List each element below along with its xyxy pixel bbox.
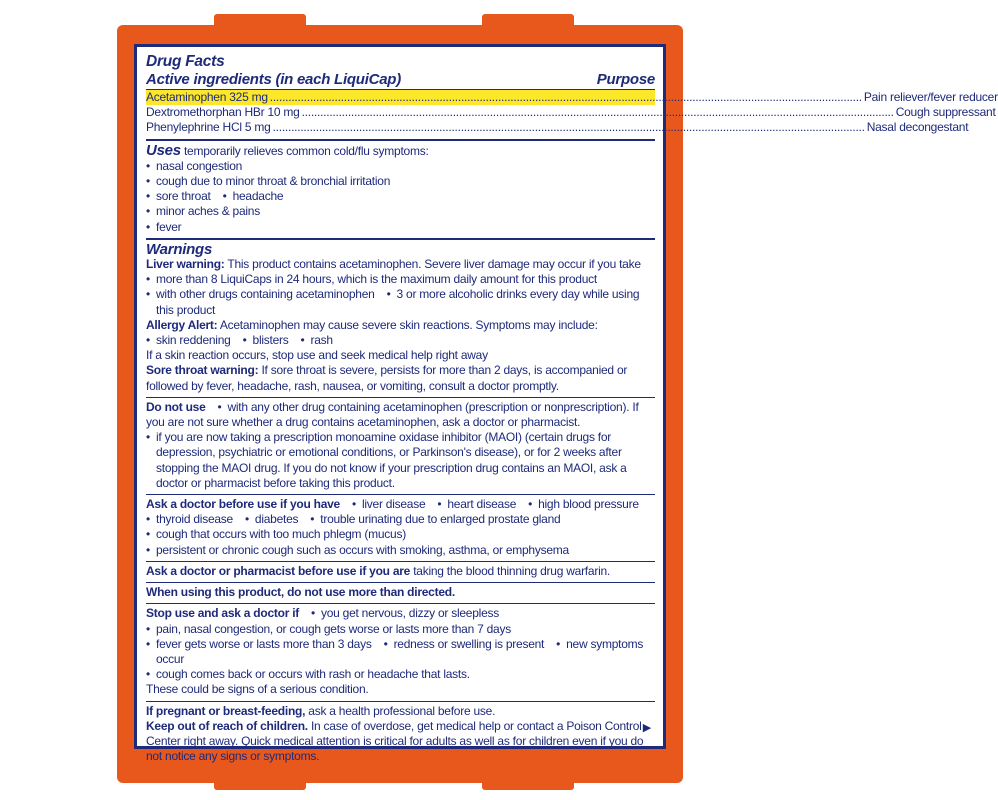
ingredient-purpose: Pain reliever/fever reducer bbox=[863, 90, 998, 104]
sore-throat-text: If sore throat is severe, persists for more than 2 days, is accompanied or followed by fever, headache, rash, nausea, or vomiting, consult a doctor promptly. bbox=[146, 363, 628, 393]
purpose-header: Purpose bbox=[596, 71, 655, 88]
stop-use-item: fever gets worse or lasts more than 3 days bbox=[156, 636, 372, 651]
liver-warning-label: Liver warning: bbox=[146, 257, 225, 272]
ingredient-name: Dextromethorphan HBr 10 mg bbox=[146, 105, 300, 120]
stop-use-item: • new symptoms occur bbox=[156, 637, 643, 666]
ingredient-purpose: Nasal decongestant bbox=[866, 120, 969, 135]
allergy-after: If a skin reaction occurs, stop use and seek medical help right away bbox=[146, 348, 488, 363]
uses-item: • cough due to minor throat & bronchial irritation bbox=[146, 174, 655, 189]
allergy-item: • rash bbox=[289, 333, 333, 347]
leader-dots bbox=[273, 120, 865, 135]
warnings-section bbox=[146, 240, 655, 398]
keep-out-line bbox=[146, 719, 655, 765]
liver-item-row bbox=[146, 287, 655, 317]
warnings-title: Warnings bbox=[146, 240, 213, 258]
liver-item: • more than 8 LiquiCaps in 24 hours, which is the maximum daily amount for this product bbox=[146, 272, 655, 287]
active-ingredients-header: Active ingredients (in each LiquiCap) bbox=[146, 71, 401, 88]
ingredient-row bbox=[146, 90, 998, 105]
liver-warning bbox=[146, 257, 655, 272]
keep-out-text: In case of overdose, get medical help or contact a Poison Control Center right away. Quick medical attention is critical for adults as well as for children even if you do not notice any signs or symptoms. bbox=[146, 718, 644, 764]
uses-title: Uses bbox=[146, 141, 181, 159]
pregnant-line bbox=[146, 704, 655, 719]
allergy-item-row bbox=[146, 333, 655, 348]
liver-item: with other drugs containing acetaminophen bbox=[156, 287, 375, 302]
stop-use-item: • pain, nasal congestion, or cough gets worse or lasts more than 7 days bbox=[146, 622, 655, 637]
drug-facts-section bbox=[146, 51, 998, 141]
stop-use-item: • you get nervous, dizzy or sleepless bbox=[299, 606, 499, 620]
liver-item: • 3 or more alcoholic drinks every day while using this product bbox=[156, 287, 639, 316]
stop-use-line bbox=[146, 606, 655, 621]
pregnancy-keep-out-section bbox=[146, 702, 655, 768]
sore-throat-warning bbox=[146, 363, 655, 393]
ingredient-name: Phenylephrine HCl 5 mg bbox=[146, 120, 271, 135]
uses-item: • nasal congestion bbox=[146, 159, 655, 174]
ask-doctor-item: • heart disease bbox=[425, 497, 516, 511]
ask-doctor-label: Ask a doctor before use if you have bbox=[146, 497, 340, 512]
ingredient-row bbox=[146, 120, 969, 135]
when-using-section bbox=[146, 583, 655, 604]
drug-facts-panel bbox=[134, 44, 998, 764]
do-not-use-line bbox=[146, 400, 655, 430]
ingredient-name: Acetaminophen 325 mg bbox=[146, 90, 268, 104]
do-not-use-label: Do not use bbox=[146, 399, 206, 414]
allergy-alert bbox=[146, 318, 655, 333]
pregnant-text: ask a health professional before use. bbox=[308, 703, 496, 718]
keep-out-label: Keep out of reach of children. bbox=[146, 718, 308, 733]
stop-use-section bbox=[146, 604, 655, 701]
do-not-use-item: • with any other drug containing acetaminophen (prescription or nonprescription). If you are not sure whether a drug contains acetaminophen, ask a doctor or pharmacist. bbox=[146, 400, 639, 429]
ingredient-purpose: Cough suppressant bbox=[895, 105, 996, 120]
sore-throat-label: Sore throat warning: bbox=[146, 363, 259, 378]
liver-warning-text: This product contains acetaminophen. Severe liver damage may occur if you take bbox=[227, 257, 641, 272]
allergy-item: • blisters bbox=[231, 333, 289, 347]
ask-pharmacist-label: Ask a doctor or pharmacist before use if you are bbox=[146, 563, 411, 578]
ask-doctor-section bbox=[146, 495, 655, 562]
uses-item: • headache bbox=[211, 189, 284, 203]
ask-pharmacist-text: taking the blood thinning drug warfarin. bbox=[413, 563, 610, 578]
stop-use-item-row bbox=[146, 637, 655, 667]
ask-doctor-item: • cough that occurs with too much phlegm (mucus) bbox=[146, 527, 655, 542]
ask-doctor-item: • trouble urinating due to enlarged prostate gland bbox=[298, 512, 560, 526]
stop-use-item: • cough comes back or occurs with rash or headache that lasts. bbox=[146, 667, 655, 682]
package-tab-bottom-right bbox=[482, 780, 574, 790]
ask-doctor-item: thyroid disease bbox=[156, 512, 233, 527]
ask-doctor-item: • diabetes bbox=[233, 512, 298, 526]
allergy-item: skin reddening bbox=[156, 333, 231, 348]
uses-item: sore throat bbox=[156, 189, 211, 204]
uses-item: • fever bbox=[146, 220, 655, 235]
leader-dots bbox=[302, 105, 894, 120]
ask-pharmacist-section bbox=[146, 562, 655, 583]
ingredient-row bbox=[146, 105, 996, 120]
stop-use-label: Stop use and ask a doctor if bbox=[146, 606, 300, 621]
uses-section bbox=[146, 141, 655, 240]
allergy-alert-text: Acetaminophen may cause severe skin reactions. Symptoms may include: bbox=[219, 317, 598, 332]
uses-intro-line bbox=[146, 143, 655, 159]
uses-item: • minor aches & pains bbox=[146, 204, 655, 219]
do-not-use-section bbox=[146, 398, 655, 495]
package-tab-top-right bbox=[482, 14, 574, 28]
package-tab-top-left bbox=[214, 14, 306, 28]
ask-doctor-item: • persistent or chronic cough such as occurs with smoking, asthma, or emphysema bbox=[146, 543, 655, 558]
uses-intro: temporarily relieves common cold/flu symptoms: bbox=[183, 143, 429, 158]
uses-item-row bbox=[146, 189, 655, 204]
ask-doctor-item: • high blood pressure bbox=[516, 497, 639, 511]
ask-doctor-line bbox=[146, 497, 655, 512]
when-using-label: When using this product, do not use more than directed. bbox=[146, 585, 455, 600]
continue-arrow-icon: ▶ bbox=[642, 721, 651, 734]
leader-dots bbox=[270, 90, 862, 105]
ingredients-header bbox=[146, 71, 655, 90]
ask-doctor-item: • liver disease bbox=[340, 497, 425, 511]
drug-facts-title: Drug Facts bbox=[146, 53, 225, 70]
package-tab-bottom-left bbox=[214, 780, 306, 790]
stop-use-after: These could be signs of a serious condition. bbox=[146, 682, 369, 697]
stop-use-item: • redness or swelling is present bbox=[372, 637, 545, 651]
pregnant-label: If pregnant or breast-feeding, bbox=[146, 703, 306, 718]
do-not-use-item: • if you are now taking a prescription monoamine oxidase inhibitor (MAOI) (certain drugs for depression, psychiatric or emotional conditions, or Parkinson's disease), or for 2 weeks after stopping the MAOI drug. If you do not know if your prescription drug contains an MAOI, ask a doctor or pharmacist before taking this product. bbox=[146, 430, 655, 491]
ask-doctor-item-row bbox=[146, 512, 655, 527]
allergy-alert-label: Allergy Alert: bbox=[146, 317, 218, 332]
